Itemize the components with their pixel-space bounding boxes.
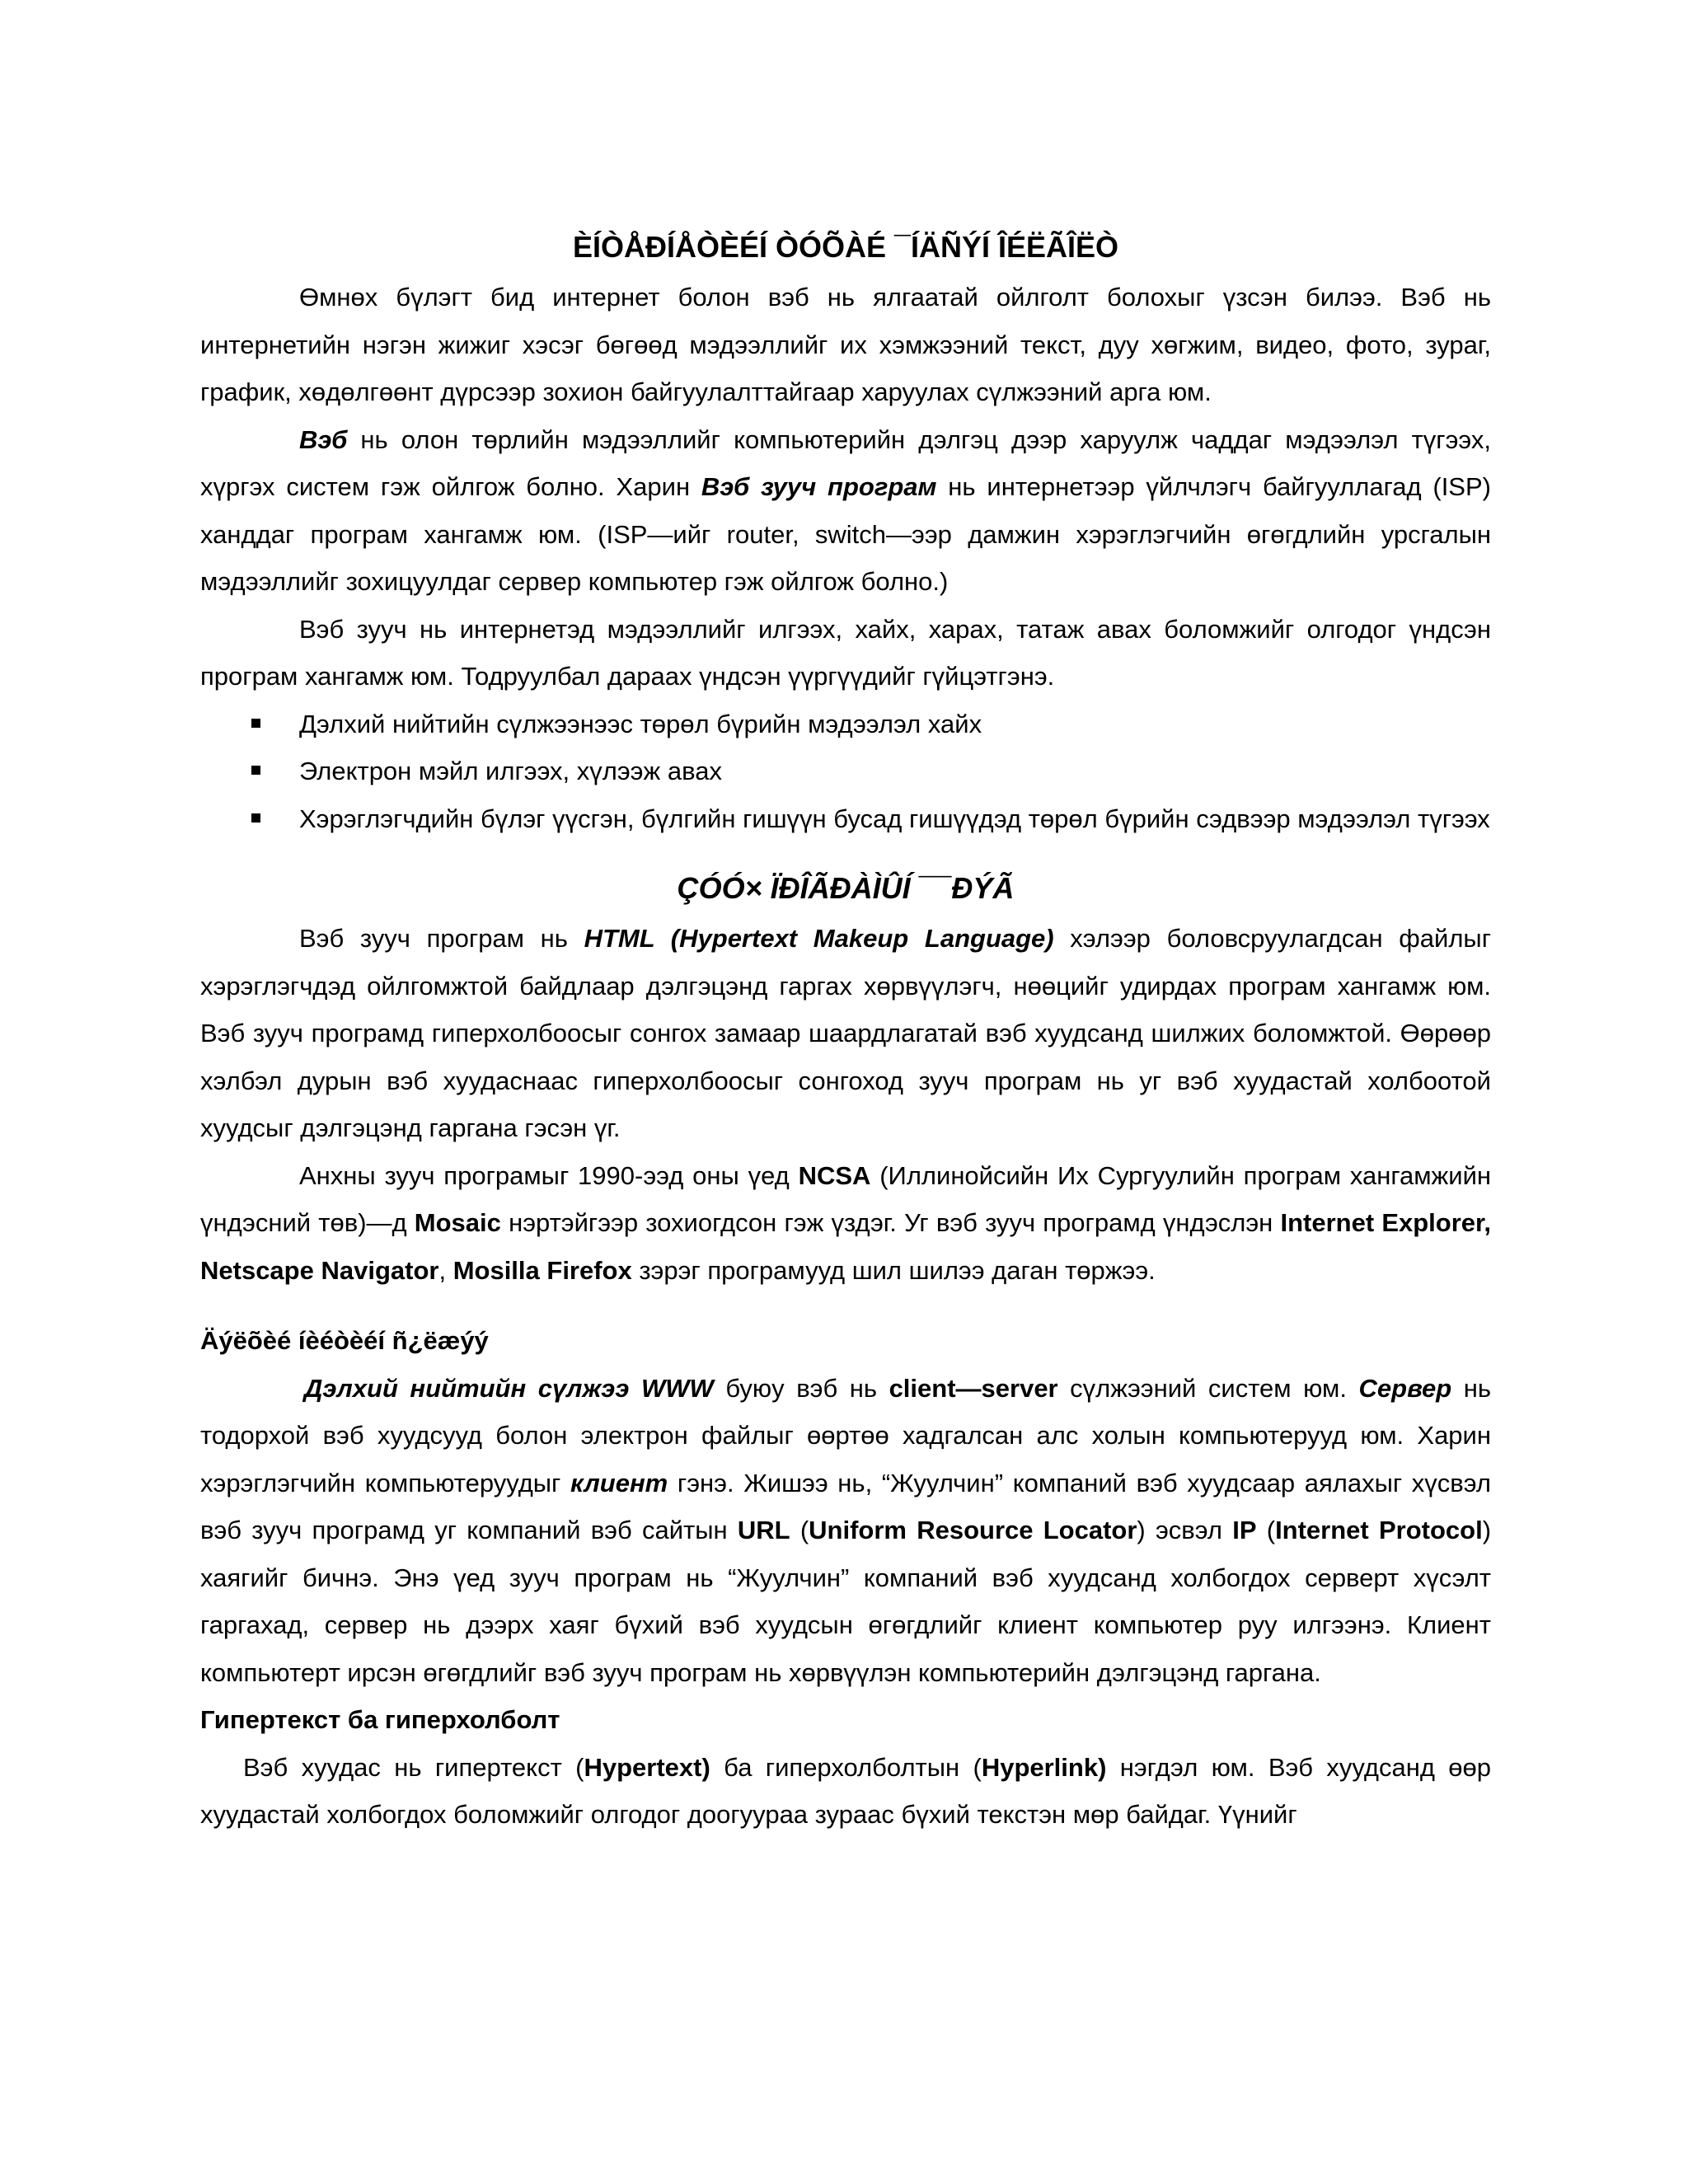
bullet-square-icon bbox=[251, 766, 260, 775]
paragraph-web-definition: Вэб нь олон төрлийн мэдээллийг компьютерийн дэлгэц дээр харуулж чаддаг мэдээлэл түгээх, хүргэх систем гэж ойлгож болно. Харин Вэб зууч програм нь интернетээр үйлчлэгч байгууллагад (ISP) ханддаг програм хангамж юм. (ISP—ийг router, switch—ээр дамжин хэрэглэгчийн өгөгдлийн урсгалын мэдээллийг зохицуулдаг сервер компьютер гэж ойлгож болно.) bbox=[200, 424, 1491, 596]
subheading-hypertext: Гипертекст ба гиперхолболт bbox=[200, 1705, 560, 1734]
bullet-square-icon bbox=[251, 719, 260, 728]
subheading-www: Äýëõèé íèéòèéí ñ¿ëæýý bbox=[200, 1326, 489, 1355]
list-item: Хэрэглэгчдийн бүлэг үүсгэн, бүлгийн гишүүн бусад гишүүдэд төрөл бүрийн сэдвээр мэдээлэл түгээх bbox=[299, 795, 1491, 843]
paragraph-client-server: Дэлхий нийтийн сүлжээ WWW буюу вэб нь client—server сүлжээний систем юм. Сервер нь тодорхой вэб хуудсууд болон электрон файлыг өөртөө хадгалсан алс холын компьютерууд юм. Харин хэрэглэгчийн компьютеруудыг клиент гэнэ. Жишээ нь, “Жуулчин” компаний вэб хуудсаар аялахыг хүсвэл вэб зууч програмд уг компаний вэб сайтын URL (Uniform Resource Locator) эсвэл IP (Internet Protocol) хаягийг бичнэ. Энэ үед зууч програм нь “Жуулчин” компаний вэб хуудсанд холбогдох серверт хүсэлт гаргахад, сервер нь дээрх хаяг бүхий вэб хуудсын өгөгдлийг клиент компьютер руу илгээнэ. Клиент компьютерт ирсэн өгөгдлийг вэб зууч програм нь хөрвүүлэн компьютерийн дэлгэцэнд гаргана. bbox=[200, 1373, 1492, 1687]
bullet-square-icon bbox=[251, 813, 260, 823]
chapter-title: ÈÍÒÅÐÍÅÒÈÉÍ ÒÓÕÀÉ ¯ÍÄÑÝÍ ÎÉËÃÎËÒ bbox=[573, 230, 1118, 264]
paragraph-hypertext: Вэб хуудас нь гипертекст (Hypertext) ба гиперхолболтын (Hyperlink) нэгдэл юм. Вэб хуудсанд өөр хуудастай холбогдох боломжийг олгодог доогуураа зураас бүхий текстэн мөр байдаг. Үүнийг bbox=[200, 1752, 1491, 1829]
list-item: Дэлхий нийтийн сүлжээнээс төрөл бүрийн мэдээлэл хайх bbox=[299, 701, 1491, 748]
paragraph-browser-role: Вэб зууч програм нь HTML (Hypertext Makeup Language) хэлээр боловсруулагдсан файлыг хэрэглэгчдэд ойлгомжтой байдлаар дэлгэцэнд гаргах хөрвүүлэгч, нөөцийг удирдах програм хангамж юм. Вэб зууч програмд гиперхолбоосыг сонгох замаар шаардлагатай вэб хуудсанд шилжих боломжтой. Өөрөөр хэлбэл дурын вэб хуудаснаас гиперхолбоосыг сонгоход зууч програм нь уг вэб хуудастай холбоотой хуудсыг дэлгэцэнд гаргана гэсэн үг. bbox=[200, 924, 1492, 1142]
paragraph-browser-history: Анхны зууч програмыг 1990-ээд оны үед NCSA (Иллинойсийн Их Сургуулийн програм хангамжийн үндэсний төв)—д Mosaic нэртэйгээр зохиогдсон гэж үздэг. Уг вэб зууч програмд үндэслэн Internet Explorer, Netscape Navigator, Mosilla Firefox зэрэг програмууд шил шилээ даган төржээ. bbox=[200, 1160, 1492, 1285]
document-page bbox=[200, 221, 1491, 1839]
paragraph-browser-functions: Вэб зууч нь интернетэд мэдээллийг илгээх, хайх, харах, татаж авах боломжийг олгодог үндсэн програм хангамж юм. Тодруулбал дараах үндсэн үүргүүдийг гүйцэтгэнэ. bbox=[200, 614, 1491, 691]
paragraph-intro: Өмнөх бүлэгт бид интернет болон вэб нь ялгаатай ойлголт болохыг үзсэн билээ. Вэб нь интернетийн нэгэн жижиг хэсэг бөгөөд мэдээллийг их хэмжээний текст, дуу хөгжим, видео, фото, зураг, график, хөдөлгөөнт дүрсээр зохион байгуулалттайгаар харуулах сүлжээний арга юм. bbox=[200, 283, 1491, 406]
section-title: ÇÓÓ× ÏÐÎÃÐÀÌÛÍ ¯¯ÐÝÃ bbox=[677, 871, 1015, 905]
term-web: Вэб bbox=[299, 424, 348, 454]
bullet-list bbox=[200, 701, 1491, 843]
term-html: HTML (Hypertext Makeup Language) bbox=[584, 924, 1054, 953]
list-item: Электрон мэйл илгээх, хүлээж авах bbox=[299, 748, 1491, 795]
term-web-browser: Вэб зууч програм bbox=[701, 472, 937, 501]
